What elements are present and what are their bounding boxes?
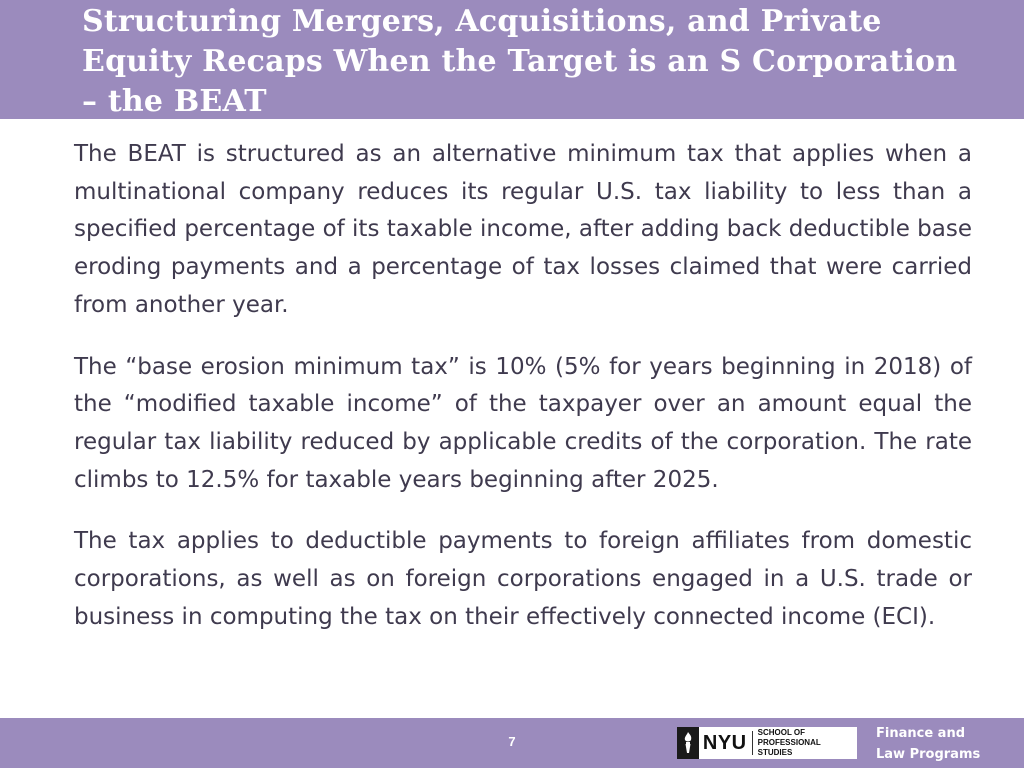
logo-divider xyxy=(752,731,753,755)
school-name-line-2: PROFESSIONAL STUDIES xyxy=(757,738,821,757)
school-name xyxy=(758,728,857,758)
school-name-line-1: SCHOOL OF xyxy=(757,728,806,737)
slide-title: Structuring Mergers, Acquisitions, and Private Equity Recaps When the Target is an S Corporation – the BEAT xyxy=(82,4,958,119)
body-paragraph-2: The “base erosion minimum tax” is 10% (5% for years beginning in 2018) of the “modified taxable income” of the taxpayer over an amount equal the regular tax liability reduced by applicable credits of the corporation. The rate climbs to 12.5% for taxable years beginning after 2025. xyxy=(74,353,972,493)
program-label xyxy=(876,723,1016,765)
nyu-sps-logo xyxy=(677,727,857,759)
body-paragraph-3: The tax applies to deductible payments to foreign affiliates from domestic corporations, as well as on foreign corporations engaged in a U.S. trade or business in computing the tax on their effectively connected income (ECI). xyxy=(74,528,972,630)
body-paragraph-1: The BEAT is structured as an alternative minimum tax that applies when a multinational company reduces its regular U.S. tax liability to less than a specified percentage of its taxable income, after adding back deductible base eroding payments and a percentage of tax losses claimed that were carried from another year. xyxy=(74,141,972,318)
program-label-line-1: Finance and xyxy=(876,726,966,741)
torch-icon xyxy=(677,727,699,759)
page-number: 7 xyxy=(508,734,516,749)
title-band xyxy=(0,0,1024,119)
program-label-line-2: Law Programs xyxy=(876,747,981,762)
nyu-wordmark: NYU xyxy=(702,731,747,754)
slide-body xyxy=(74,136,972,660)
